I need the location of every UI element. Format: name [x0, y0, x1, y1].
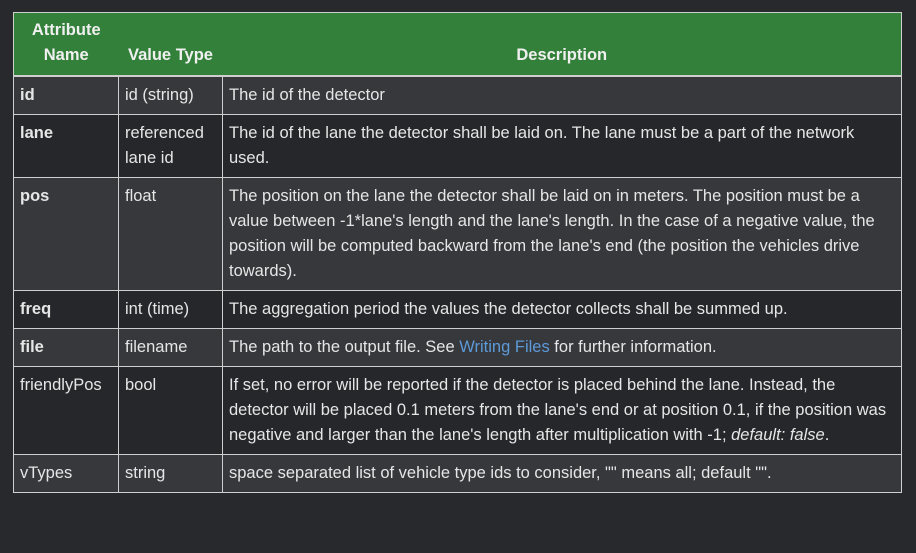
table-row — [14, 291, 902, 329]
attribute-name: vTypes — [14, 455, 119, 493]
writing-files-link[interactable]: Writing Files — [459, 338, 550, 356]
attribute-name: lane — [14, 115, 119, 178]
attribute-name: friendlyPos — [14, 367, 119, 455]
description: space separated list of vehicle type ids to consider, "" means all; default "". — [223, 455, 902, 493]
description-text: for further information. — [549, 338, 717, 356]
description-text: . — [824, 426, 830, 444]
table-row — [14, 76, 902, 115]
attribute-name: id — [14, 76, 119, 115]
description: The id of the lane the detector shall be laid on. The lane must be a part of the network used. — [223, 115, 902, 178]
description — [223, 329, 902, 367]
attributes-table — [13, 12, 902, 493]
table-row — [14, 329, 902, 367]
value-type: referenced lane id — [119, 115, 223, 178]
header-attribute-name: Attribute Name — [14, 13, 119, 77]
table-row — [14, 367, 902, 455]
description: The position on the lane the detector shall be laid on in meters. The position must be a value between -1*lane's length and the lane's length. In the case of a negative value, the position will be computed backward from the lane's end (the position the vehicles drive towards). — [223, 178, 902, 291]
description-text: The path to the output file. See — [229, 338, 460, 356]
default-value: default: false — [731, 426, 825, 444]
description: The id of the detector — [223, 76, 902, 115]
header-value-type: Value Type — [119, 13, 223, 77]
description: The aggregation period the values the detector collects shall be summed up. — [223, 291, 902, 329]
value-type: bool — [119, 367, 223, 455]
value-type: id (string) — [119, 76, 223, 115]
attribute-name: pos — [14, 178, 119, 291]
attribute-name: file — [14, 329, 119, 367]
attribute-name: freq — [14, 291, 119, 329]
description — [223, 367, 902, 455]
header-description: Description — [223, 13, 902, 77]
table-row — [14, 115, 902, 178]
description-text: If set, no error will be reported if the detector is placed behind the lane. Instead, the detector will be placed 0.1 meters from the lane's end or at position 0.1, if the position was negative and larger than the lane's length after multiplication with -1; — [229, 376, 887, 444]
table-row — [14, 178, 902, 291]
table-header-row — [14, 13, 902, 77]
value-type: string — [119, 455, 223, 493]
value-type: int (time) — [119, 291, 223, 329]
value-type: float — [119, 178, 223, 291]
value-type: filename — [119, 329, 223, 367]
table-row — [14, 455, 902, 493]
